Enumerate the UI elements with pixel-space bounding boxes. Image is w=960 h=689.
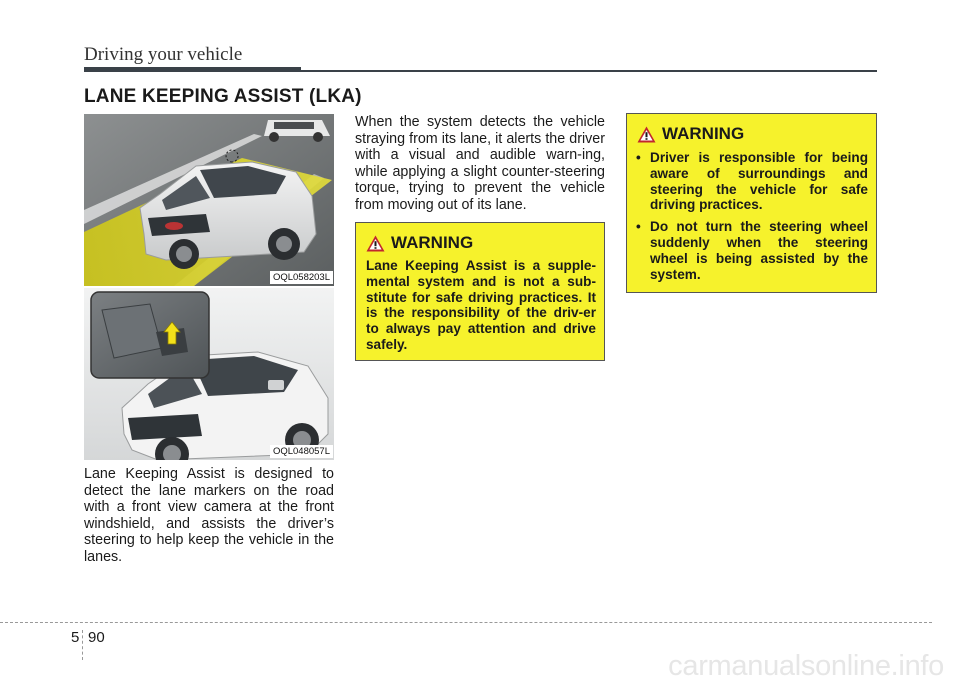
warning-text: Lane Keeping Assist is a supple-mental system and is not a sub-stitute for safe driving practices. It is the responsibility of the driv-er to always pay attention and drive safely. xyxy=(366,258,596,352)
warning-bullet: • Driver is responsible for being aware of surroundings and steering the vehicle for safe driving practices. xyxy=(636,150,868,213)
warning-box-supplemental xyxy=(355,222,605,361)
figure-code: OQL058203L xyxy=(270,271,333,284)
lane-scene-image xyxy=(84,114,334,286)
camera-location-illustration xyxy=(84,288,334,460)
warning-bullet: • Do not turn the steering wheel suddenly when the steering wheel is being assisted by the system. xyxy=(636,219,868,282)
warning-title: WARNING xyxy=(662,124,745,143)
footer-rule xyxy=(0,622,932,623)
warning-icon xyxy=(637,126,656,143)
chapter-header: Driving your vehicle xyxy=(84,44,243,65)
page-number: 90 xyxy=(88,629,105,646)
warning-bullet-list xyxy=(636,150,868,288)
watermark: carmanualsonline.info xyxy=(668,650,944,682)
lka-lane-illustration xyxy=(84,114,334,286)
warning-title: WARNING xyxy=(391,233,474,252)
header-rule-dark xyxy=(84,67,301,72)
figure-code: OQL048057L xyxy=(270,445,333,458)
camera-scene-image xyxy=(84,288,334,460)
chapter-number: 5 xyxy=(71,629,80,646)
header-rule xyxy=(301,70,877,72)
warning-icon xyxy=(366,235,385,252)
intro-paragraph: Lane Keeping Assist is designed to detect the lane markers on the road with a front view camera at the front windshield, and assists the driver’s steering to help keep the vehicle in the lanes. xyxy=(84,466,334,565)
camera-inset xyxy=(91,292,209,378)
warning-box-driver-responsibility xyxy=(626,113,877,293)
detect-paragraph: When the system detects the vehicle straying from its lane, it alerts the driver with a visual and audible warn-ing, while applying a slight counter-steering torque, trying to prevent the vehicle from moving out of its lane. xyxy=(355,114,605,213)
section-title: LANE KEEPING ASSIST (LKA) xyxy=(84,86,362,107)
footer-separator xyxy=(82,630,83,660)
